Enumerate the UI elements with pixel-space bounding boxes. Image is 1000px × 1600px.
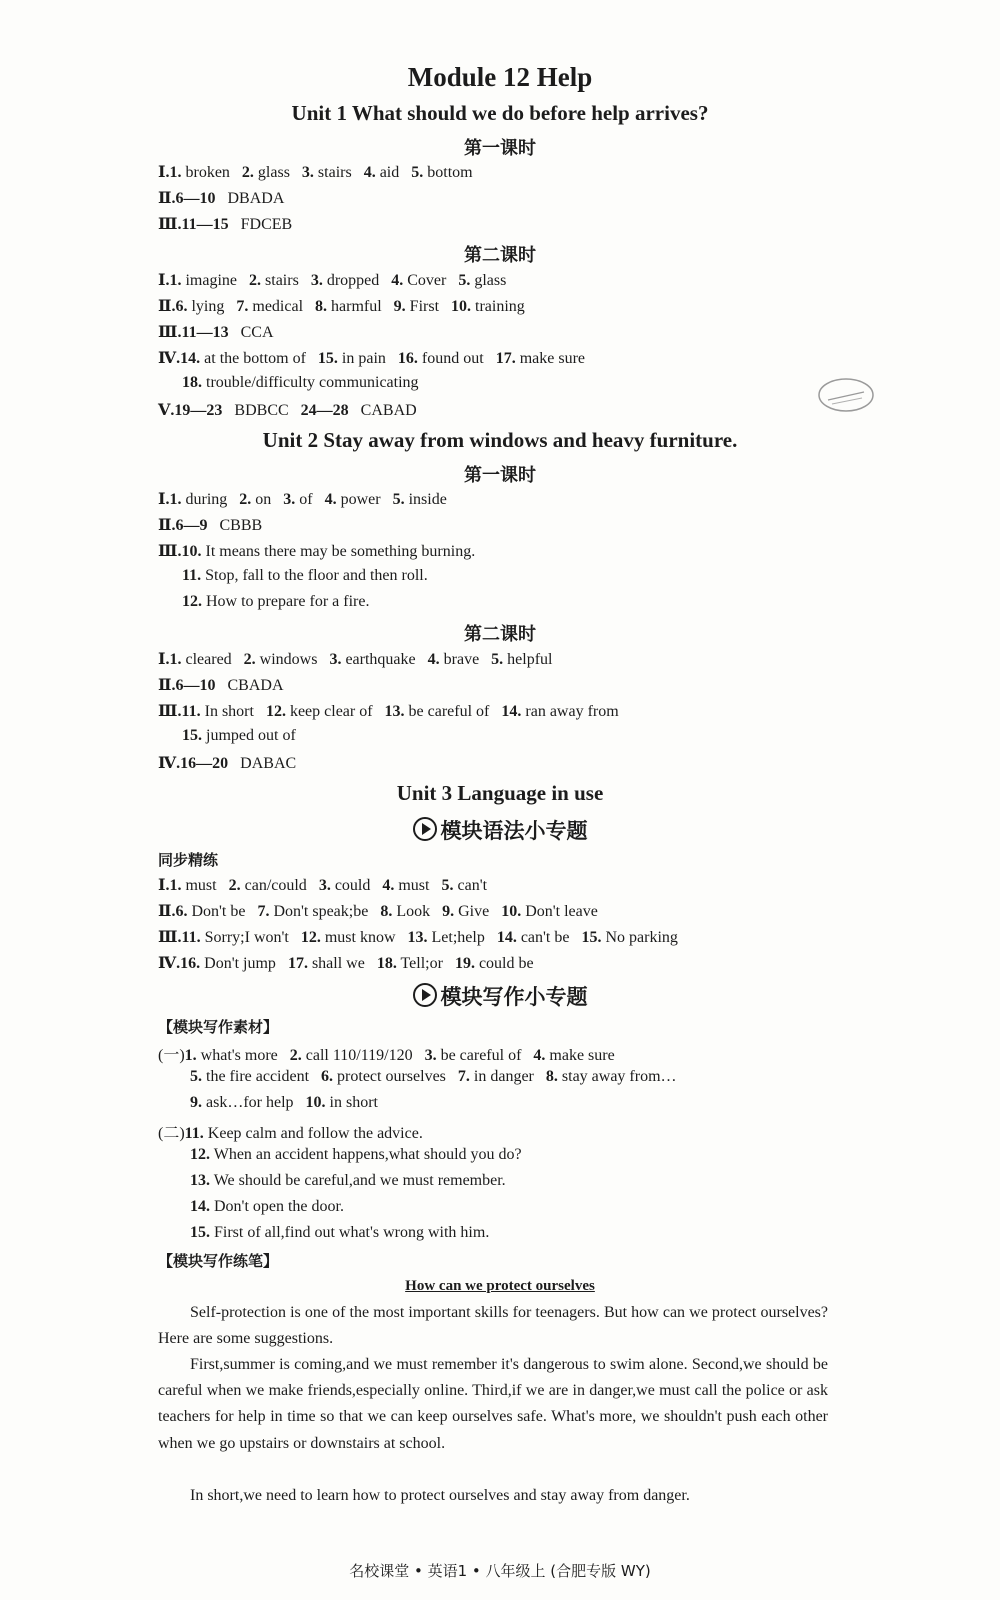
answer-text: BDBCC xyxy=(222,402,301,419)
answer-line xyxy=(158,400,417,420)
item-number: Ⅴ.19—23 xyxy=(158,402,223,419)
answer-line xyxy=(158,348,585,368)
answer-line xyxy=(182,593,369,611)
item-number: Ⅱ.6—10 xyxy=(158,677,216,694)
answer-text: of xyxy=(295,491,325,508)
material-label: 【模块写作素材】 xyxy=(158,1018,279,1036)
item-number: 3. xyxy=(283,491,296,508)
item-number: Ⅰ.1. xyxy=(158,272,182,289)
answer-text: CABAD xyxy=(348,402,417,419)
answer-text: can't xyxy=(453,877,488,894)
answer-text: helpful xyxy=(503,651,553,668)
answer-text: what's more xyxy=(196,1047,290,1064)
item-number: Ⅳ.14. xyxy=(158,350,201,367)
answer-text: must know xyxy=(320,929,408,946)
answer-text: shall we xyxy=(307,955,377,972)
item-number: 13. xyxy=(407,929,428,946)
item-number: 2. xyxy=(228,877,241,894)
answer-text: Cover xyxy=(403,272,459,289)
answer-text: be careful of xyxy=(404,703,502,720)
item-number: 5. xyxy=(458,272,471,289)
answer-text: keep clear of xyxy=(285,703,385,720)
item-number: 7. xyxy=(257,903,270,920)
unit2-lesson1-heading: 第一课时 xyxy=(464,465,536,486)
answer-line xyxy=(158,1120,423,1143)
item-number: 7. xyxy=(236,298,249,315)
item-number: 11. xyxy=(182,567,202,584)
item-number: 16. xyxy=(397,350,418,367)
answer-text: Stop, fall to the floor and then roll. xyxy=(201,567,428,584)
item-number: Ⅲ.10. xyxy=(158,543,202,560)
answer-text: windows xyxy=(255,651,330,668)
item-number: 24—28 xyxy=(300,402,349,419)
answer-text: CBBB xyxy=(207,517,263,534)
item-number: 14. xyxy=(190,1198,210,1215)
item-number: 19. xyxy=(454,955,475,972)
answer-text: Keep calm and follow the advice. xyxy=(203,1125,423,1142)
answer-text: inside xyxy=(404,491,447,508)
item-number: 12. xyxy=(265,703,286,720)
answer-text: Don't open the door. xyxy=(210,1198,344,1215)
item-number: Ⅰ.1. xyxy=(158,877,182,894)
item-number: Ⅲ.11. xyxy=(158,929,201,946)
answer-text: stairs xyxy=(261,272,311,289)
item-number: 8. xyxy=(380,903,393,920)
play-circle-icon xyxy=(413,983,437,1007)
item-number: 9. xyxy=(190,1094,202,1111)
answer-text: lying xyxy=(187,298,237,315)
item-number: 2. xyxy=(243,651,256,668)
answer-text: Let;help xyxy=(427,929,497,946)
answer-line xyxy=(158,753,296,773)
answer-text: must xyxy=(181,877,229,894)
answer-text: In short xyxy=(200,703,266,720)
answer-text: make sure xyxy=(545,1047,615,1064)
answer-text: (一) xyxy=(158,1047,185,1064)
page-footer: 名校课堂 • 英语1 • 八年级上 (合肥专版 WY) xyxy=(349,1562,651,1580)
answer-line xyxy=(158,875,487,895)
item-number: Ⅳ.16. xyxy=(158,955,201,972)
answer-text: DABAC xyxy=(228,755,297,772)
answer-line xyxy=(182,727,296,745)
answer-line xyxy=(190,1172,506,1190)
answer-text: Don't jump xyxy=(200,955,288,972)
answer-line xyxy=(158,901,598,921)
answer-line xyxy=(158,953,534,973)
answer-line xyxy=(158,162,473,182)
item-number: 7. xyxy=(457,1068,470,1085)
answer-text: ran away from xyxy=(521,703,619,720)
answer-text: can't be xyxy=(516,929,582,946)
item-number: Ⅱ.6. xyxy=(158,903,188,920)
answer-text: glass xyxy=(253,164,302,181)
essay-title: How can we protect ourselves xyxy=(405,1278,595,1294)
item-number: Ⅱ.6—10 xyxy=(158,190,216,207)
answer-text: cleared xyxy=(181,651,244,668)
answer-line xyxy=(190,1146,522,1164)
item-number: 13. xyxy=(190,1172,210,1189)
answer-text: stairs xyxy=(313,164,364,181)
item-number: 17. xyxy=(287,955,308,972)
answer-line xyxy=(158,927,678,947)
answer-text: power xyxy=(336,491,393,508)
grammar-banner-text: 模块语法小专题 xyxy=(440,819,588,843)
answer-text: in pain xyxy=(337,350,398,367)
answer-line xyxy=(158,675,284,695)
answer-line xyxy=(158,649,553,669)
item-number: 10. xyxy=(451,298,472,315)
answer-line xyxy=(158,489,447,509)
answer-text: jumped out of xyxy=(202,727,296,744)
answer-text: bottom xyxy=(423,164,473,181)
item-number: 2. xyxy=(241,164,254,181)
answer-text: FDCEB xyxy=(228,216,293,233)
item-number: 10. xyxy=(305,1094,326,1111)
answer-text: aid xyxy=(375,164,412,181)
writing-banner-text: 模块写作小专题 xyxy=(440,985,588,1009)
item-number: 3. xyxy=(318,877,331,894)
item-number: 11. xyxy=(184,1125,204,1142)
item-number: 14. xyxy=(496,929,517,946)
item-number: 5. xyxy=(491,651,504,668)
item-number: Ⅰ.1. xyxy=(158,164,182,181)
answer-text: imagine xyxy=(181,272,250,289)
answer-line xyxy=(158,270,506,290)
answer-text: medical xyxy=(248,298,316,315)
answer-text: stay away from… xyxy=(557,1068,677,1085)
answer-line xyxy=(190,1068,677,1086)
item-number: 8. xyxy=(315,298,328,315)
answer-text: (二) xyxy=(158,1125,185,1142)
item-number: 4. xyxy=(427,651,440,668)
answer-text: It means there may be something burning. xyxy=(201,543,476,560)
item-number: Ⅲ.11—13 xyxy=(158,324,229,341)
practice-label: 同步精练 xyxy=(158,851,219,869)
answer-text: at the bottom of xyxy=(200,350,318,367)
item-number: 15. xyxy=(581,929,602,946)
item-number: 5. xyxy=(190,1068,202,1085)
item-number: 5. xyxy=(441,877,454,894)
play-circle-icon xyxy=(413,817,437,841)
item-number: 9. xyxy=(442,903,455,920)
item-number: 2. xyxy=(289,1047,302,1064)
answer-text: brave xyxy=(439,651,492,668)
answer-text: Don't speak;be xyxy=(269,903,381,920)
essay-paragraph: In short,we need to learn how to protect ourselves and stay away from danger. xyxy=(190,1487,690,1504)
item-number: 17. xyxy=(495,350,516,367)
item-number: 15. xyxy=(182,727,202,744)
answer-text: could xyxy=(330,877,383,894)
answer-text: Don't be xyxy=(187,903,258,920)
answer-text: When an accident happens,what should you do? xyxy=(210,1146,522,1163)
essay-paragraph: First,summer is coming,and we must remember it's dangerous to swim alone. Second,we should be careful when we make friends,especially online. Third,if we are in danger,we must call the police or ask teachers for help in time so that we can keep ourselves safe. What's more, we shouldn't push each other when we go upstairs or downstairs at school. xyxy=(158,1356,828,1452)
writing-banner xyxy=(0,981,1000,1011)
item-number: 9. xyxy=(393,298,406,315)
practice-writing-label: 【模块写作练笔】 xyxy=(158,1252,279,1270)
answer-text: First xyxy=(405,298,452,315)
item-number: 13. xyxy=(384,703,405,720)
item-number: 4. xyxy=(363,164,376,181)
answer-line xyxy=(190,1198,344,1216)
item-number: 15. xyxy=(317,350,338,367)
item-number: Ⅱ.6—9 xyxy=(158,517,208,534)
answer-text: Tell;or xyxy=(396,955,455,972)
item-number: 4. xyxy=(533,1047,546,1064)
answer-text: during xyxy=(181,491,240,508)
answer-text: the fire accident xyxy=(202,1068,322,1085)
answer-text: protect ourselves xyxy=(333,1068,458,1085)
item-number: 4. xyxy=(324,491,337,508)
item-number: 3. xyxy=(301,164,314,181)
item-number: 10. xyxy=(501,903,522,920)
unit3-title: Unit 3 Language in use xyxy=(396,781,604,805)
answer-text: First of all,find out what's wrong with him. xyxy=(210,1224,490,1241)
item-number: 12. xyxy=(190,1146,210,1163)
item-number: Ⅱ.6. xyxy=(158,298,188,315)
item-number: 12. xyxy=(182,593,202,610)
unit1-lesson1-heading: 第一课时 xyxy=(464,138,536,159)
answer-text: glass xyxy=(470,272,507,289)
answer-text: be careful of xyxy=(436,1047,534,1064)
item-number: 5. xyxy=(411,164,424,181)
item-number: 3. xyxy=(424,1047,437,1064)
unit1-title: Unit 1 What should we do before help arrives? xyxy=(291,101,709,125)
answer-text: must xyxy=(394,877,442,894)
answer-text: can/could xyxy=(240,877,319,894)
answer-text: trouble/difficulty communicating xyxy=(202,374,419,391)
answer-text: make sure xyxy=(515,350,586,367)
answer-text: Don't leave xyxy=(521,903,598,920)
item-number: 4. xyxy=(382,877,395,894)
answer-text: dropped xyxy=(322,272,392,289)
answer-text: harmful xyxy=(327,298,394,315)
answer-text: We should be careful,and we must remember. xyxy=(210,1172,506,1189)
answer-text: ask…for help xyxy=(202,1094,306,1111)
answer-text: could be xyxy=(474,955,534,972)
answer-text: How to prepare for a fire. xyxy=(202,593,370,610)
answer-line xyxy=(158,296,525,316)
answer-line xyxy=(158,541,475,561)
item-number: Ⅲ.11—15 xyxy=(158,216,229,233)
item-number: 6. xyxy=(321,1068,334,1085)
answer-text: Sorry;I won't xyxy=(200,929,301,946)
module-title: Module 12 Help xyxy=(407,62,593,92)
answer-text: earthquake xyxy=(341,651,428,668)
unit2-title: Unit 2 Stay away from windows and heavy furniture. xyxy=(262,428,738,452)
essay-paragraph: Self-protection is one of the most important skills for teenagers. But how can we protect ourselves? Here are some suggestions. xyxy=(158,1304,828,1348)
answer-text: in danger xyxy=(469,1068,546,1085)
item-number: 2. xyxy=(239,491,252,508)
item-number: 4. xyxy=(391,272,404,289)
item-number: 2. xyxy=(249,272,262,289)
answer-text: DBADA xyxy=(215,190,285,207)
item-number: 12. xyxy=(300,929,321,946)
item-number: 3. xyxy=(310,272,323,289)
answer-text: training xyxy=(471,298,525,315)
answer-line xyxy=(190,1094,378,1112)
item-number: 5. xyxy=(392,491,405,508)
answer-text: CCA xyxy=(228,324,274,341)
item-number: 14. xyxy=(501,703,522,720)
answer-text: in short xyxy=(325,1094,378,1111)
item-number: 8. xyxy=(545,1068,558,1085)
answer-line xyxy=(158,1042,615,1065)
item-number: 1. xyxy=(184,1047,197,1064)
stamp-mark-icon xyxy=(816,374,876,416)
answer-text: Look xyxy=(392,903,443,920)
item-number: 18. xyxy=(182,374,202,391)
answer-text: Give xyxy=(454,903,502,920)
answer-line xyxy=(158,188,284,208)
unit1-lesson2-heading: 第二课时 xyxy=(464,245,536,266)
answer-text: No parking xyxy=(601,929,678,946)
answer-line xyxy=(158,701,619,721)
item-number: Ⅰ.1. xyxy=(158,491,182,508)
answer-text: broken xyxy=(181,164,242,181)
answer-line xyxy=(182,374,419,392)
answer-text: CBADA xyxy=(215,677,284,694)
answer-text: call 110/119/120 xyxy=(301,1047,425,1064)
answer-line xyxy=(158,322,274,342)
answer-text: on xyxy=(251,491,284,508)
answer-line xyxy=(190,1224,489,1242)
item-number: 15. xyxy=(190,1224,210,1241)
grammar-banner xyxy=(0,815,1000,845)
answer-line xyxy=(158,515,262,535)
answer-text: found out xyxy=(417,350,496,367)
answer-line xyxy=(158,214,292,234)
item-number: Ⅳ.16—20 xyxy=(158,755,229,772)
item-number: Ⅰ.1. xyxy=(158,651,182,668)
item-number: 3. xyxy=(329,651,342,668)
unit2-lesson2-heading: 第二课时 xyxy=(464,624,536,645)
item-number: Ⅲ.11. xyxy=(158,703,201,720)
answer-line xyxy=(182,567,428,585)
item-number: 18. xyxy=(376,955,397,972)
